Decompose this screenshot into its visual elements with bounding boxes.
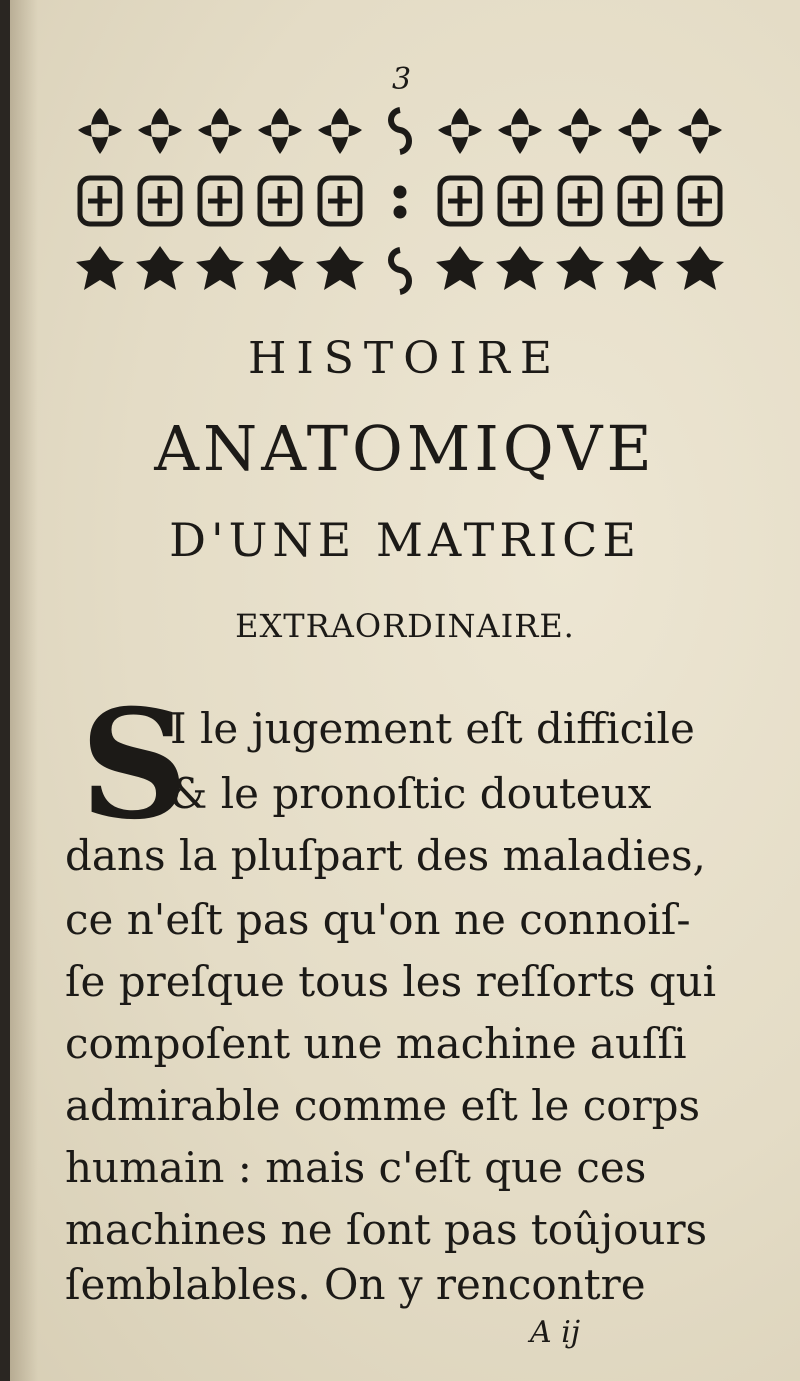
text-line: admirable comme eſt le corps <box>65 1081 701 1130</box>
ornamental-band-bottom <box>70 240 730 302</box>
text-line: dans la pluſpart des maladies, <box>65 831 706 880</box>
signature-mark: A ij <box>530 1315 581 1350</box>
text-line: & le pronoſtic douteux <box>170 769 652 818</box>
text-line: machines ne ſont pas toûjours <box>65 1205 708 1254</box>
page-number: 3 <box>392 62 412 97</box>
title-line-2: ANATOMIQVE <box>154 412 656 485</box>
drop-cap: S <box>80 677 189 853</box>
title-line-1: HISTOIRE <box>248 333 562 384</box>
ornamental-band-middle <box>70 170 730 232</box>
title-line-3: D'UNE MATRICE <box>169 513 641 567</box>
text-line: humain : mais c'eſt que ces <box>65 1143 647 1192</box>
text-line: I le jugement eſt difficile <box>170 704 695 753</box>
text-line: ce n'eſt pas qu'on ne connoiſ- <box>65 895 691 944</box>
book-page <box>10 0 800 1381</box>
text-line: ſe preſque tous les reſſorts qui <box>65 957 717 1006</box>
text-line: compoſent une machine auſſi <box>65 1019 687 1068</box>
ornamental-band-top <box>70 100 730 162</box>
title-line-4: EXTRAORDINAIRE. <box>235 607 575 645</box>
text-line: ſemblables. On y rencontre <box>65 1260 646 1309</box>
